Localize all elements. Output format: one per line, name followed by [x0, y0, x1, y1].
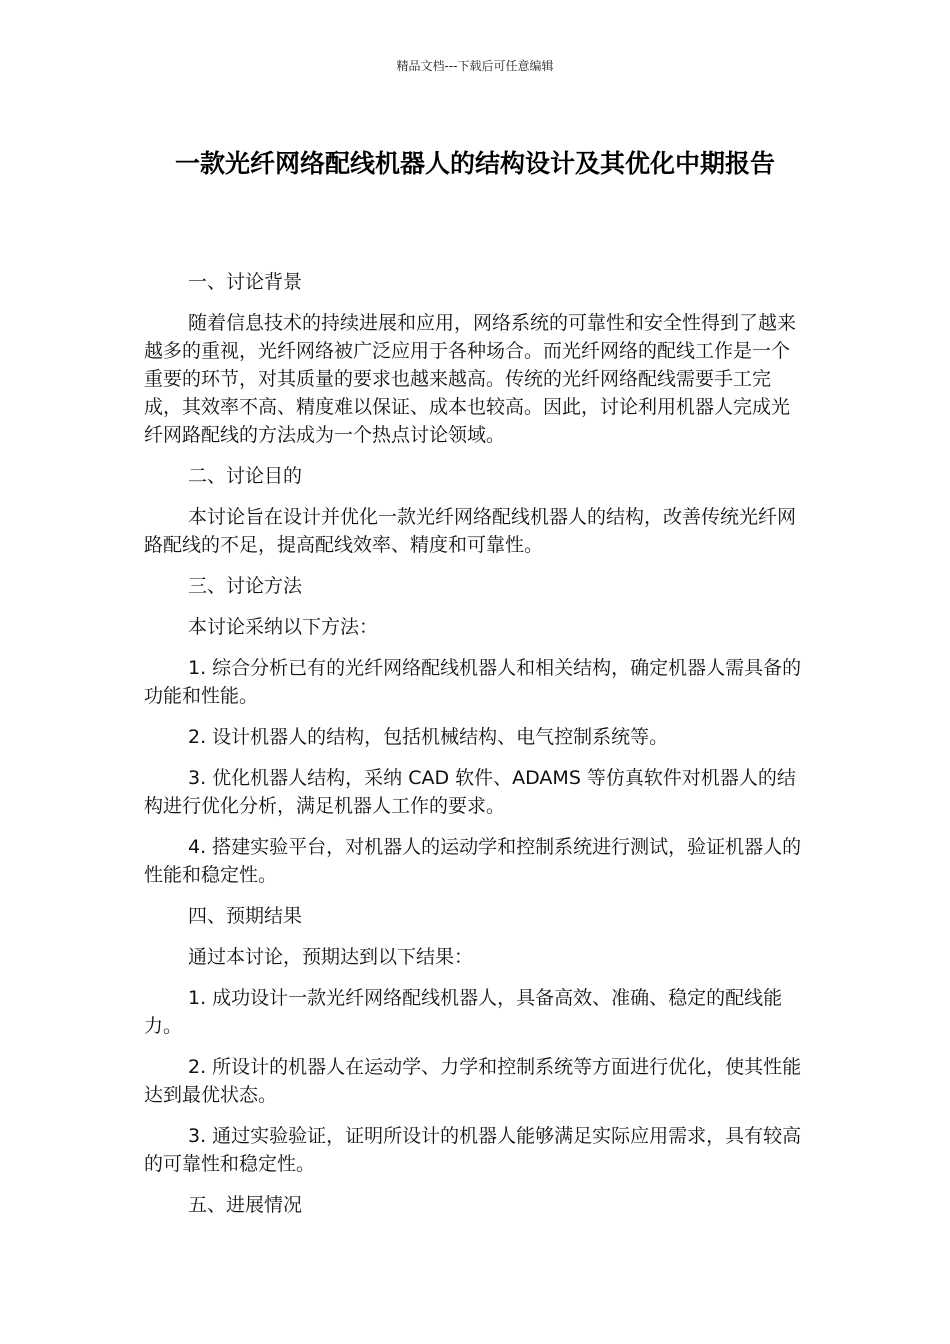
results-item-3: 3. 通过实验验证，证明所设计的机器人能够满足实际应用需求，具有较高的可靠性和稳定性。	[144, 1125, 802, 1175]
results-item-2: 2. 所设计的机器人在运动学、力学和控制系统等方面进行优化，使其性能达到最优状态。	[144, 1056, 802, 1106]
results-item-1: 1. 成功设计一款光纤网络配线机器人，具备高效、准确、稳定的配线能力。	[144, 987, 783, 1037]
section-heading-method: 三、讨论方法	[188, 575, 303, 597]
section-heading-progress: 五、进展情况	[188, 1194, 303, 1216]
results-intro: 通过本讨论，预期达到以下结果：	[188, 946, 474, 968]
method-item-3: 3. 优化机器人结构，采纳 CAD 软件、ADAMS 等仿真软件对机器人的结构进行优化分析，满足机器人工作的要求。	[144, 767, 796, 817]
section-heading-purpose: 二、讨论目的	[188, 465, 303, 487]
method-item-4: 4. 搭建实验平台，对机器人的运动学和控制系统进行测试，验证机器人的性能和稳定性。	[144, 836, 802, 886]
background-paragraph: 随着信息技术的持续进展和应用，网络系统的可靠性和安全性得到了越来越多的重视，光纤网络被广泛应用于各种场合。而光纤网络的配线工作是一个重要的环节，对其质量的要求也越来越高。传统的光纤网络配线需要手工完成，其效率不高、精度难以保证、成本也较高。因此，讨论利用机器人完成光纤网路配线的方法成为一个热点讨论领域。	[144, 312, 797, 446]
header-note: 精品文档---下载后可任意编辑	[396, 59, 554, 73]
document-body	[144, 268, 806, 1232]
section-heading-results: 四、预期结果	[188, 905, 303, 927]
method-item-2: 2. 设计机器人的结构，包括机械结构、电气控制系统等。	[188, 726, 669, 748]
method-intro: 本讨论采纳以下方法：	[188, 616, 379, 638]
section-heading-background: 一、讨论背景	[188, 271, 303, 293]
document-title: 一款光纤网络配线机器人的结构设计及其优化中期报告	[174, 149, 775, 178]
purpose-paragraph: 本讨论旨在设计并优化一款光纤网络配线机器人的结构，改善传统光纤网路配线的不足，提高配线效率、精度和可靠性。	[144, 506, 797, 556]
method-item-1: 1. 综合分析已有的光纤网络配线机器人和相关结构，确定机器人需具备的功能和性能。	[144, 657, 802, 707]
